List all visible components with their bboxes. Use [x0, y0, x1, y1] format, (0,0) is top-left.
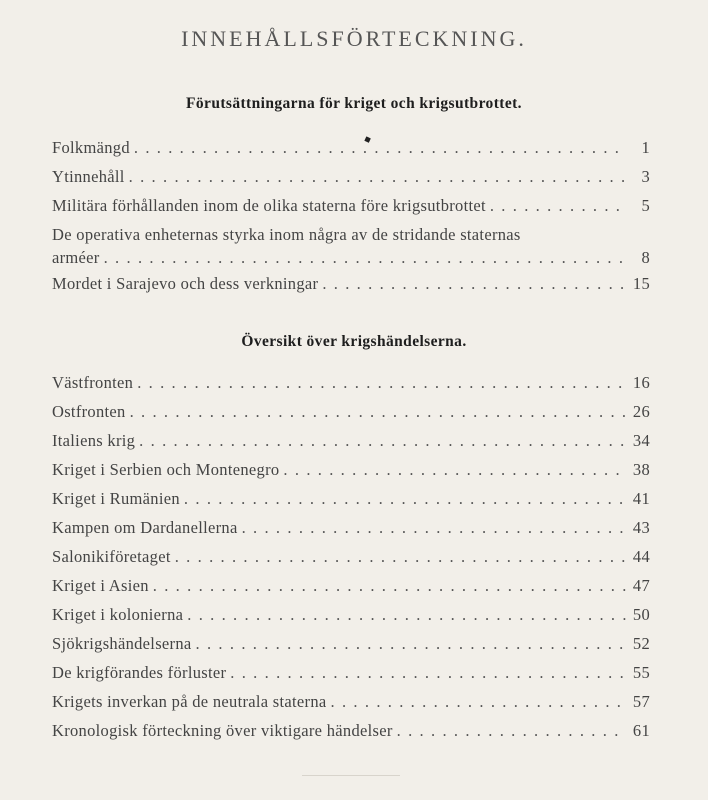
- toc-entry-label: Kriget i Serbien och Montenegro: [52, 460, 280, 479]
- toc-entry: [52, 426, 650, 455]
- dot-leader: [397, 716, 626, 745]
- toc-list-overview: [52, 368, 650, 745]
- toc-entry-line2: [52, 246, 650, 269]
- toc-entry-label: Kronologisk förteckning över viktigare händelser: [52, 721, 393, 740]
- toc-entry: [52, 600, 650, 629]
- toc-entry-page: 15: [632, 274, 650, 293]
- dot-leader: [490, 191, 626, 220]
- page-title: INNEHÅLLSFÖRTECKNING.: [181, 26, 527, 51]
- toc-entry-label-line1: De operativa enheternas styrka inom några av de stridande staternas: [52, 225, 521, 244]
- toc-entry: [52, 191, 650, 220]
- dot-leader: [283, 455, 626, 484]
- toc-entry-label: Ostfronten: [52, 402, 126, 421]
- toc-entry-label: Kriget i kolonierna: [52, 605, 184, 624]
- dot-leader: [137, 368, 626, 397]
- dot-leader: [322, 269, 626, 298]
- toc-entry-page: 61: [632, 721, 650, 740]
- toc-entry: [52, 269, 650, 298]
- toc-entry-page: 55: [632, 663, 650, 682]
- toc-entry-page: 34: [632, 431, 650, 450]
- dot-leader: [196, 629, 626, 658]
- toc-entry: [52, 687, 650, 716]
- toc-entry-page: 38: [632, 460, 650, 479]
- toc-entry-page: 44: [632, 547, 650, 566]
- toc-entry: [52, 658, 650, 687]
- toc-entry-label: Krigets inverkan på de neutrala staterna: [52, 692, 327, 711]
- toc-entry-label: Italiens krig: [52, 431, 136, 450]
- dot-leader: [175, 542, 626, 571]
- toc-entry-page: 26: [632, 402, 650, 421]
- dot-leader: [153, 571, 626, 600]
- dot-leader: [130, 397, 626, 426]
- dot-leader: [139, 426, 626, 455]
- toc-entry-label: Folkmängd: [52, 138, 130, 157]
- toc-entry-page: 8: [641, 248, 650, 267]
- toc-entry: [52, 513, 650, 542]
- toc-entry: [52, 133, 650, 162]
- toc-entry-label: Västfronten: [52, 373, 134, 392]
- toc-entry-page: 41: [632, 489, 650, 508]
- ink-speck-mark: ◆: [362, 133, 373, 145]
- toc-entry-label: Kriget i Rumänien: [52, 489, 180, 508]
- dot-leader: [230, 658, 626, 687]
- toc-entry-page: 16: [632, 373, 650, 392]
- dot-leader: [134, 133, 626, 162]
- toc-entry: [52, 629, 650, 658]
- toc-entry: [52, 162, 650, 191]
- toc-entry-page: 50: [632, 605, 650, 624]
- section-heading-premises: Förutsättningarna för kriget och krigsutbrottet.: [186, 95, 522, 112]
- toc-entry-label: Kriget i Asien: [52, 576, 149, 595]
- toc-entry-page: 43: [632, 518, 650, 537]
- toc-entry-label: Ytinnehåll: [52, 167, 125, 186]
- dot-leader: [242, 513, 626, 542]
- toc-entry-page: 1: [641, 138, 650, 157]
- toc-entry: [52, 571, 650, 600]
- dot-leader: [129, 162, 626, 191]
- toc-entry: [52, 542, 650, 571]
- toc-entry: [52, 368, 650, 397]
- toc-entry-label: Militära förhållanden inom de olika staterna före krigsutbrottet: [52, 196, 486, 215]
- toc-entry-page: 57: [632, 692, 650, 711]
- dot-leader: [331, 687, 626, 716]
- bottom-divider: [302, 775, 400, 776]
- dot-leader: [187, 600, 626, 629]
- toc-entry-label: De krigförandes förluster: [52, 663, 227, 682]
- dot-leader: [184, 484, 626, 513]
- toc-entry-label: Sjökrigshändelserna: [52, 634, 192, 653]
- toc-list-premises: [52, 133, 650, 298]
- toc-entry: [52, 220, 650, 269]
- dot-leader: [104, 246, 626, 269]
- toc-entry: [52, 484, 650, 513]
- toc-entry-page: 5: [641, 196, 650, 215]
- toc-entry: [52, 397, 650, 426]
- toc-entry-page: 52: [632, 634, 650, 653]
- toc-entry-label: Mordet i Sarajevo och dess verkningar: [52, 274, 319, 293]
- toc-entry-page: 3: [641, 167, 650, 186]
- toc-entry-page: 47: [632, 576, 650, 595]
- toc-entry: [52, 716, 650, 745]
- toc-entry: [52, 455, 650, 484]
- section-heading-overview: Översikt över krigshändelserna.: [241, 333, 467, 350]
- toc-entry-label: Salonikiföretaget: [52, 547, 171, 566]
- toc-entry-label-line2: arméer: [52, 248, 100, 267]
- toc-entry-label: Kampen om Dardanellerna: [52, 518, 238, 537]
